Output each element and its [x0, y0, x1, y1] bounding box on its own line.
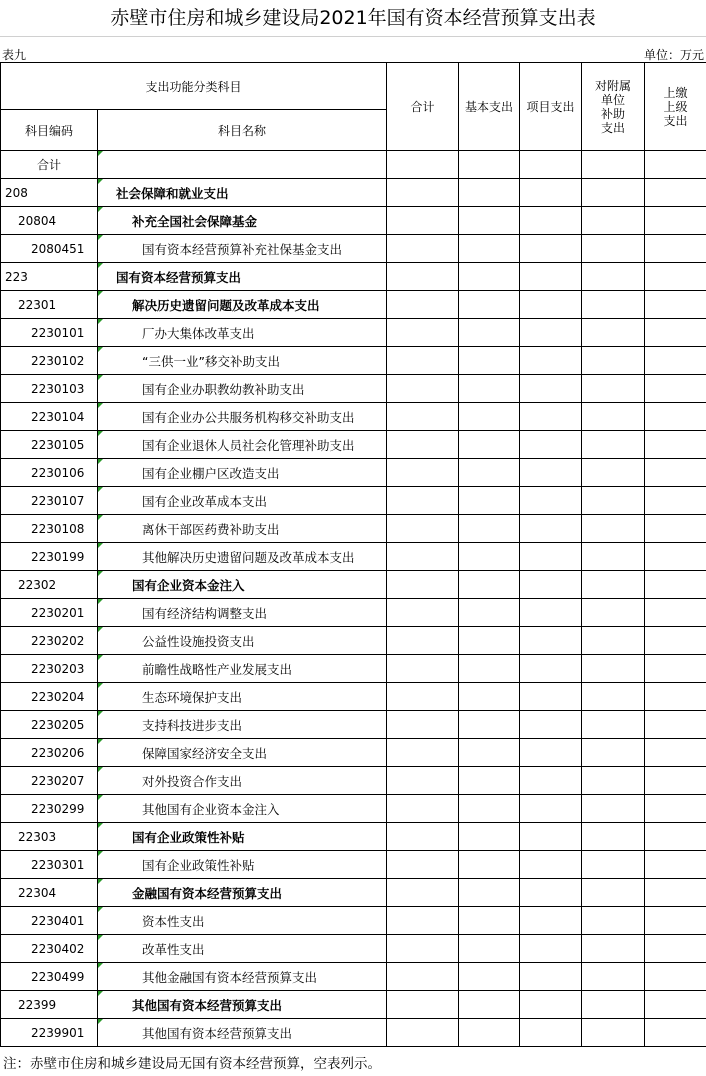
amount-cell: [520, 851, 582, 879]
amount-cell: [582, 179, 645, 207]
table-row: [1, 711, 706, 739]
amount-cell: [645, 935, 706, 963]
subject-code: 22302: [1, 571, 98, 599]
amount-cell: [645, 851, 706, 879]
amount-cell: [387, 571, 459, 599]
header-remit-line: 支出: [663, 113, 688, 128]
subject-name: 公益性设施投资支出: [98, 627, 387, 655]
subject-code: 2230105: [1, 431, 98, 459]
amount-cell: [582, 571, 645, 599]
subject-code: 2230402: [1, 935, 98, 963]
subject-name: 解决历史遗留问题及改革成本支出: [98, 291, 387, 319]
amount-cell: [582, 487, 645, 515]
header-subsidy: [582, 63, 645, 151]
table-row: [1, 1019, 706, 1047]
amount-cell: [520, 879, 582, 907]
amount-cell: [459, 655, 520, 683]
table-row: [1, 403, 706, 431]
amount-cell: [520, 599, 582, 627]
table-row: [1, 795, 706, 823]
amount-cell: [387, 375, 459, 403]
header-code: 科目编码: [1, 110, 98, 151]
amount-cell: [520, 375, 582, 403]
total-cell: [520, 151, 582, 179]
amount-cell: [387, 991, 459, 1019]
subject-name: 社会保障和就业支出: [98, 179, 387, 207]
amount-cell: [387, 459, 459, 487]
subject-code: 2230206: [1, 739, 98, 767]
subject-name: 对外投资合作支出: [98, 767, 387, 795]
subject-code: 2230103: [1, 375, 98, 403]
amount-cell: [459, 627, 520, 655]
amount-cell: [387, 1019, 459, 1047]
amount-cell: [387, 795, 459, 823]
amount-cell: [520, 795, 582, 823]
header-subsidy-line: 单位: [601, 92, 626, 107]
amount-cell: [387, 711, 459, 739]
amount-cell: [645, 655, 706, 683]
header-subsidy-line: 支出: [601, 120, 626, 135]
report-title: 赤壁市住房和城乡建设局2021年国有资本经营预算支出表: [110, 7, 596, 29]
amount-cell: [520, 431, 582, 459]
table-row: [1, 655, 706, 683]
amount-cell: [645, 963, 706, 991]
amount-cell: [645, 431, 706, 459]
amount-cell: [645, 207, 706, 235]
table-row: [1, 879, 706, 907]
amount-cell: [520, 683, 582, 711]
subject-name: 其他解决历史遗留问题及改革成本支出: [98, 543, 387, 571]
amount-cell: [459, 683, 520, 711]
amount-cell: [387, 851, 459, 879]
amount-cell: [645, 1019, 706, 1047]
amount-cell: [645, 739, 706, 767]
amount-cell: [520, 347, 582, 375]
amount-cell: [582, 935, 645, 963]
subject-name: 国有经济结构调整支出: [98, 599, 387, 627]
total-cell: [387, 151, 459, 179]
amount-cell: [645, 291, 706, 319]
table-row: [1, 739, 706, 767]
amount-cell: [582, 291, 645, 319]
amount-cell: [582, 963, 645, 991]
amount-cell: [520, 263, 582, 291]
amount-cell: [459, 543, 520, 571]
amount-cell: [582, 655, 645, 683]
amount-cell: [645, 319, 706, 347]
subject-code: 2230101: [1, 319, 98, 347]
amount-cell: [387, 515, 459, 543]
amount-cell: [387, 739, 459, 767]
amount-cell: [645, 571, 706, 599]
amount-cell: [520, 711, 582, 739]
subject-name: 其他国有企业资本金注入: [98, 795, 387, 823]
table-row: [1, 459, 706, 487]
amount-cell: [582, 375, 645, 403]
subject-code: 22301: [1, 291, 98, 319]
table-number: 表九: [2, 48, 27, 62]
amount-cell: [582, 1019, 645, 1047]
subject-name: 支持科技进步支出: [98, 711, 387, 739]
amount-cell: [520, 487, 582, 515]
table-row: [1, 319, 706, 347]
amount-cell: [387, 907, 459, 935]
amount-cell: [582, 263, 645, 291]
amount-cell: [459, 935, 520, 963]
amount-cell: [459, 291, 520, 319]
subject-name: 国有企业政策性补贴: [98, 823, 387, 851]
amount-cell: [459, 347, 520, 375]
amount-cell: [459, 991, 520, 1019]
amount-cell: [520, 403, 582, 431]
amount-cell: [459, 403, 520, 431]
amount-cell: [582, 515, 645, 543]
amount-cell: [520, 963, 582, 991]
table-row: [1, 487, 706, 515]
table-row: [1, 263, 706, 291]
amount-cell: [645, 235, 706, 263]
subject-code: 2230299: [1, 795, 98, 823]
amount-cell: [387, 291, 459, 319]
header-remit-line: 上缴: [663, 85, 688, 100]
total-cell: [582, 151, 645, 179]
amount-cell: [582, 319, 645, 347]
amount-cell: [582, 403, 645, 431]
amount-cell: [387, 207, 459, 235]
amount-cell: [520, 823, 582, 851]
amount-cell: [582, 879, 645, 907]
subject-name: 其他国有资本经营预算支出: [98, 991, 387, 1019]
amount-cell: [520, 459, 582, 487]
subject-code: 2230203: [1, 655, 98, 683]
subject-code: 223: [1, 263, 98, 291]
total-row-label: 合计: [1, 151, 98, 179]
subject-name: 国有企业退休人员社会化管理补助支出: [98, 431, 387, 459]
amount-cell: [387, 879, 459, 907]
amount-cell: [459, 375, 520, 403]
amount-cell: [520, 907, 582, 935]
amount-cell: [520, 767, 582, 795]
table-row: [1, 851, 706, 879]
subject-code: 2230301: [1, 851, 98, 879]
amount-cell: [387, 935, 459, 963]
subject-code: 2230401: [1, 907, 98, 935]
subject-name: 保障国家经济安全支出: [98, 739, 387, 767]
subject-code: 2230207: [1, 767, 98, 795]
amount-cell: [459, 767, 520, 795]
header-project: 项目支出: [520, 63, 582, 151]
amount-cell: [520, 235, 582, 263]
amount-cell: [520, 739, 582, 767]
table-row: [1, 515, 706, 543]
amount-cell: [582, 795, 645, 823]
amount-cell: [387, 431, 459, 459]
amount-cell: [387, 599, 459, 627]
table-row: [1, 991, 706, 1019]
subject-name: 国有企业改革成本支出: [98, 487, 387, 515]
header-subsidy-line: 补助: [601, 106, 626, 121]
table-row: [1, 823, 706, 851]
amount-cell: [459, 851, 520, 879]
table-row: [1, 207, 706, 235]
amount-cell: [582, 991, 645, 1019]
header-name: 科目名称: [98, 110, 387, 151]
subject-code: 22399: [1, 991, 98, 1019]
amount-cell: [387, 403, 459, 431]
subject-name: 其他国有资本经营预算支出: [98, 1019, 387, 1047]
amount-cell: [459, 319, 520, 347]
amount-cell: [459, 1019, 520, 1047]
amount-cell: [645, 263, 706, 291]
subject-code: 22304: [1, 879, 98, 907]
amount-cell: [582, 347, 645, 375]
table-row: [1, 235, 706, 263]
table-row: [1, 907, 706, 935]
amount-cell: [459, 179, 520, 207]
header-remit: [645, 63, 706, 151]
amount-cell: [459, 207, 520, 235]
table-row: [1, 347, 706, 375]
amount-cell: [645, 795, 706, 823]
amount-cell: [582, 207, 645, 235]
amount-cell: [582, 767, 645, 795]
budget-table: [0, 62, 706, 1047]
amount-cell: [520, 991, 582, 1019]
amount-cell: [387, 627, 459, 655]
table-row: [1, 179, 706, 207]
subject-name: 资本性支出: [98, 907, 387, 935]
amount-cell: [520, 319, 582, 347]
amount-cell: [387, 179, 459, 207]
amount-cell: [582, 543, 645, 571]
amount-cell: [645, 543, 706, 571]
subject-name: 国有企业政策性补贴: [98, 851, 387, 879]
subject-code: 2230499: [1, 963, 98, 991]
amount-cell: [645, 823, 706, 851]
amount-cell: [387, 823, 459, 851]
footnote: 注：赤壁市住房和城乡建设局无国有资本经营预算，空表列示。: [3, 1056, 381, 1072]
subject-name: 国有企业棚户区改造支出: [98, 459, 387, 487]
amount-cell: [459, 431, 520, 459]
amount-cell: [582, 627, 645, 655]
amount-cell: [387, 767, 459, 795]
subject-name: 国有企业办公共服务机构移交补助支出: [98, 403, 387, 431]
amount-cell: [645, 767, 706, 795]
amount-cell: [582, 683, 645, 711]
amount-cell: [459, 571, 520, 599]
total-cell: [645, 151, 706, 179]
subject-name: 离休干部医药费补助支出: [98, 515, 387, 543]
amount-cell: [645, 879, 706, 907]
table-row: [1, 571, 706, 599]
table-row: [1, 963, 706, 991]
amount-cell: [459, 515, 520, 543]
subject-code: 2230199: [1, 543, 98, 571]
table-row: [1, 291, 706, 319]
amount-cell: [520, 935, 582, 963]
amount-cell: [520, 655, 582, 683]
amount-cell: [459, 487, 520, 515]
unit-label: 单位：万元: [643, 48, 704, 62]
amount-cell: [459, 963, 520, 991]
table-row: [1, 543, 706, 571]
subject-code: 2230202: [1, 627, 98, 655]
amount-cell: [520, 543, 582, 571]
subject-code: 20804: [1, 207, 98, 235]
amount-cell: [459, 907, 520, 935]
table-row: [1, 627, 706, 655]
amount-cell: [459, 879, 520, 907]
amount-cell: [645, 515, 706, 543]
subject-code: 208: [1, 179, 98, 207]
amount-cell: [645, 459, 706, 487]
table-body: [1, 151, 706, 1047]
amount-cell: [582, 459, 645, 487]
amount-cell: [520, 571, 582, 599]
subject-name: 前瞻性战略性产业发展支出: [98, 655, 387, 683]
amount-cell: [387, 963, 459, 991]
amount-cell: [582, 431, 645, 459]
amount-cell: [582, 235, 645, 263]
total-row: [1, 151, 706, 179]
amount-cell: [520, 515, 582, 543]
subject-name: 国有企业办职教幼教补助支出: [98, 375, 387, 403]
amount-cell: [645, 375, 706, 403]
subject-code: 2230205: [1, 711, 98, 739]
subject-name: “三供一业”移交补助支出: [98, 347, 387, 375]
subject-code: 2230106: [1, 459, 98, 487]
total-cell: [459, 151, 520, 179]
header-total: 合计: [387, 63, 459, 151]
amount-cell: [520, 207, 582, 235]
table-row: [1, 599, 706, 627]
amount-cell: [387, 235, 459, 263]
amount-cell: [459, 599, 520, 627]
amount-cell: [645, 403, 706, 431]
header-category: 支出功能分类科目: [1, 63, 387, 110]
amount-cell: [387, 263, 459, 291]
amount-cell: [387, 347, 459, 375]
amount-cell: [645, 683, 706, 711]
amount-cell: [459, 459, 520, 487]
table-row: [1, 935, 706, 963]
table-row: [1, 767, 706, 795]
amount-cell: [645, 347, 706, 375]
subject-code: 2230204: [1, 683, 98, 711]
amount-cell: [387, 655, 459, 683]
amount-cell: [387, 319, 459, 347]
amount-cell: [520, 627, 582, 655]
amount-cell: [520, 179, 582, 207]
amount-cell: [582, 823, 645, 851]
subject-name: 国有资本经营预算补充社保基金支出: [98, 235, 387, 263]
total-row-name-cell: [98, 151, 387, 179]
amount-cell: [645, 991, 706, 1019]
amount-cell: [459, 711, 520, 739]
amount-cell: [387, 487, 459, 515]
amount-cell: [582, 851, 645, 879]
amount-cell: [459, 739, 520, 767]
amount-cell: [582, 907, 645, 935]
header-row-1: [1, 63, 706, 110]
subject-name: 改革性支出: [98, 935, 387, 963]
subject-code: 2230201: [1, 599, 98, 627]
title-divider: [0, 36, 706, 37]
subject-code: 2230104: [1, 403, 98, 431]
table-row: [1, 431, 706, 459]
subject-code: 2239901: [1, 1019, 98, 1047]
header-subsidy-line: 对附属: [595, 78, 632, 93]
table-row: [1, 683, 706, 711]
amount-cell: [387, 683, 459, 711]
amount-cell: [645, 487, 706, 515]
amount-cell: [645, 711, 706, 739]
amount-cell: [520, 1019, 582, 1047]
amount-cell: [645, 627, 706, 655]
table-row: [1, 375, 706, 403]
amount-cell: [645, 179, 706, 207]
amount-cell: [645, 907, 706, 935]
amount-cell: [582, 599, 645, 627]
amount-cell: [645, 599, 706, 627]
subject-code: 22303: [1, 823, 98, 851]
subject-name: 其他金融国有资本经营预算支出: [98, 963, 387, 991]
subject-code: 2080451: [1, 235, 98, 263]
amount-cell: [582, 739, 645, 767]
amount-cell: [459, 235, 520, 263]
amount-cell: [387, 543, 459, 571]
amount-cell: [459, 263, 520, 291]
subject-name: 厂办大集体改革支出: [98, 319, 387, 347]
subject-name: 国有企业资本金注入: [98, 571, 387, 599]
amount-cell: [582, 711, 645, 739]
table-meta: [0, 44, 706, 62]
subject-name: 国有资本经营预算支出: [98, 263, 387, 291]
amount-cell: [459, 795, 520, 823]
header-remit-line: 上级: [663, 99, 688, 114]
amount-cell: [520, 291, 582, 319]
subject-code: 2230108: [1, 515, 98, 543]
header-basic: 基本支出: [459, 63, 520, 151]
subject-name: 金融国有资本经营预算支出: [98, 879, 387, 907]
amount-cell: [459, 823, 520, 851]
subject-name: 补充全国社会保障基金: [98, 207, 387, 235]
subject-code: 2230107: [1, 487, 98, 515]
subject-code: 2230102: [1, 347, 98, 375]
subject-name: 生态环境保护支出: [98, 683, 387, 711]
